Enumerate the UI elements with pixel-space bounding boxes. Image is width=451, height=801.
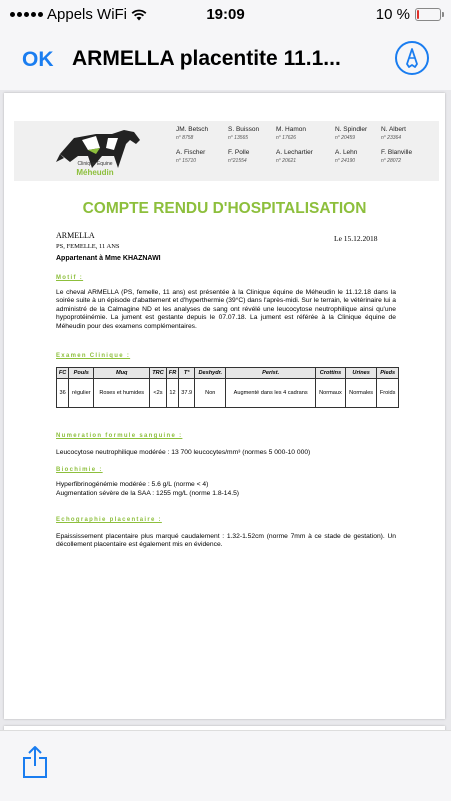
section-exam: Examen Clinique : [56, 353, 131, 359]
nav-bar [0, 30, 451, 90]
table-header-row [57, 368, 399, 379]
nfs-text: Leucocytose neutrophilique modérée : 13 700 leucocytes/mm³ (normes 5 000-10 000) [56, 449, 311, 456]
vet-entry: A. Lehn n° 24190 [335, 149, 358, 164]
vet-entry: F. Polle n°21554 [228, 149, 250, 164]
table-cell: Roses et humides [94, 379, 150, 408]
column-header: T° [179, 368, 195, 379]
vet-entry: A. Fischer n° 15710 [176, 149, 206, 164]
clock: 19:09 [206, 6, 245, 23]
table-cell: Normaux [316, 379, 346, 408]
column-header: Pieds [377, 368, 399, 379]
column-header: Perist. [226, 368, 316, 379]
document-page [4, 93, 445, 719]
logo-name: Méheudin [76, 168, 114, 177]
table-cell: <2s [150, 379, 167, 408]
markup-button[interactable] [395, 41, 429, 75]
section-biochimie: Biochimie : [56, 467, 103, 473]
table-cell: régulier [69, 379, 94, 408]
report-date: Le 15.12.2018 [334, 234, 378, 243]
column-header: Deshydr. [195, 368, 226, 379]
bottom-toolbar [0, 730, 451, 801]
bio-line-1: Hyperfibrinogénémie modérée : 5.6 g/L (norme < 4) [56, 481, 209, 488]
document-title: ARMELLA placentite 11.1... [72, 47, 341, 70]
column-header: FC [57, 368, 69, 379]
table-cell: Non [195, 379, 226, 408]
table-cell: Normales [345, 379, 376, 408]
markup-pen-icon [397, 43, 427, 73]
motif-text: Le cheval ARMELLA (PS, femelle, 11 ans) est présentée à la Clinique équine de Méheudin le 11.12.18 dans la soirée suite à un épisode d'abattement et d'hyperthermie (39°C) dans l'après-midi. Sur le terrain, le vétérinaire lui a administré de la Calmagine ND et les analyses de sang ont révélé une leucocytose neutrophilique ainsi qu'une hypoprotéinémie. La jument est gestante depuis le 07.07.18. La jument est référée à la Clinique équine de Méheudin pour des examens complémentaires. [56, 289, 396, 330]
exam-table [56, 367, 399, 408]
section-echographie: Echographie placentaire : [56, 517, 162, 523]
carrier-label: Appels WiFi [47, 6, 128, 23]
echo-text: Epaississement placentaire plus marqué caudalement : 1.32-1.52cm (norme 7mm à ce stade de gestation). Un décollement placentaire est également mis en évidence. [56, 533, 396, 549]
vet-entry: F. Blanville n° 28072 [381, 149, 413, 164]
section-nfs: Numeration formule sanguine : [56, 433, 183, 439]
owner: Appartenant à Mme KHAZNAWI [56, 255, 161, 262]
vet-entry: A. Lechartier n° 20621 [276, 149, 313, 164]
table-cell: 36 [57, 379, 69, 408]
battery-status [376, 6, 441, 23]
column-header: TRC [150, 368, 167, 379]
status-bar [0, 0, 451, 30]
section-motif: Motif : [56, 275, 84, 281]
battery-icon [415, 8, 441, 21]
patient-name: ARMELLA [56, 231, 95, 240]
vet-entry: N. Albert n° 23364 [381, 126, 406, 141]
column-header: Muq [94, 368, 150, 379]
ok-button[interactable]: OK [22, 48, 54, 71]
column-header: Urines [345, 368, 376, 379]
battery-percent: 10 % [375, 6, 410, 23]
column-header: Crottins [316, 368, 346, 379]
table-cell: Augmenté dans les 4 cadrans [226, 379, 316, 408]
table-row [57, 379, 399, 408]
document-viewer[interactable] [0, 90, 451, 730]
vet-entry: N. Spindler n° 20459 [335, 126, 368, 141]
report-title: COMPTE RENDU D'HOSPITALISATION [82, 200, 367, 217]
vet-entry: S. Buisson n° 13565 [228, 126, 260, 141]
vet-entry: M. Hamon n° 17626 [276, 126, 306, 141]
vet-entry: JM. Betsch n° 8758 [176, 126, 209, 141]
patient-info: PS, FEMELLE, 11 ANS [56, 243, 120, 250]
column-header: FR [166, 368, 178, 379]
table-cell: 12 [166, 379, 178, 408]
table-cell: 37.9 [179, 379, 195, 408]
table-cell: Froids [377, 379, 399, 408]
column-header: Pouls [69, 368, 94, 379]
share-icon[interactable] [22, 745, 48, 779]
logo-subtitle: Clinique Equine [77, 161, 113, 167]
bio-line-2: Augmentation sévère de la SAA : 1255 mg/L (norme 1.8-14.5) [56, 490, 240, 497]
